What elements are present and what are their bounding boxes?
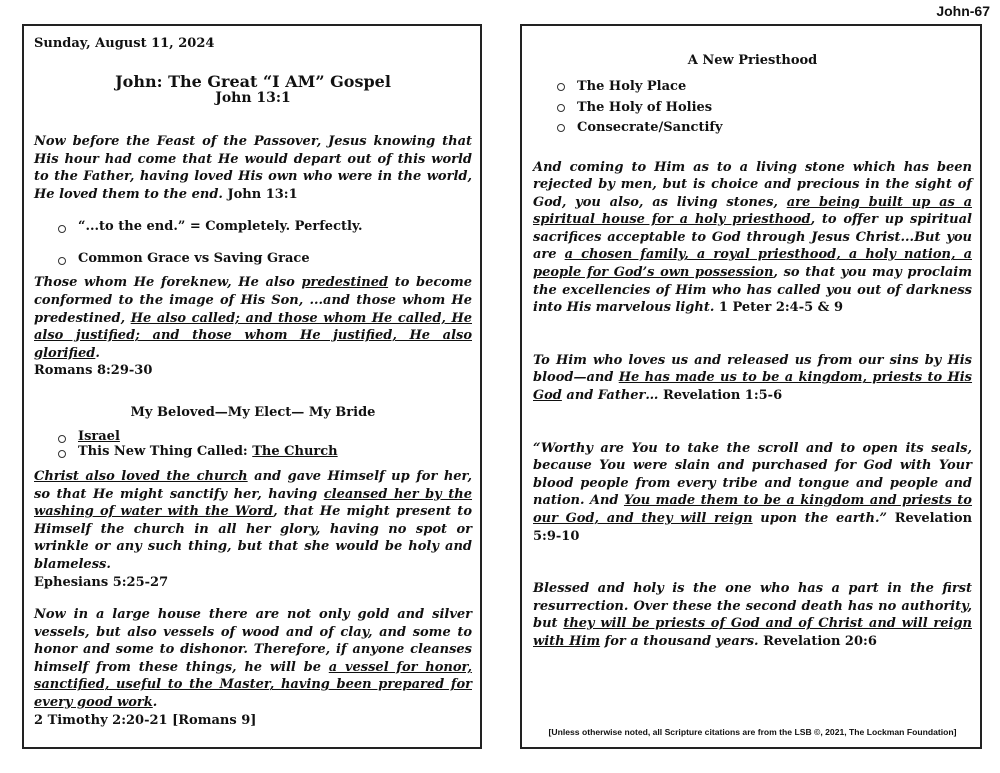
underlined-text: cleansed her by the washing of water with the Word	[34, 486, 473, 520]
underlined-text: He has made us to be a kingdom, priests to His God	[533, 370, 973, 404]
sermon-title: John: The Great “I AM” Gospel	[115, 72, 391, 91]
scripture-ephesians-5	[34, 468, 472, 591]
underlined-text: He also called; and those whom He called, He also justified; and those whom He justified, He also glorified	[34, 310, 472, 361]
underlined-text: a chosen family, a royal priesthood, a holy nation, a people for God’s own possession	[533, 247, 972, 281]
scripture-reference: Revelation 5:9-10	[533, 511, 973, 544]
scripture-text: and gave Himself up for her, so that He might sanctify her, having	[34, 468, 472, 502]
list-item: Common Grace vs Saving Grace	[34, 251, 472, 266]
scripture-text: .	[152, 695, 158, 711]
list-item-label: This New Thing Called:	[78, 443, 253, 459]
underlined-text: are being built up as a spiritual house for a holy priesthood	[533, 194, 972, 228]
scripture-text: , to offer up spiritual sacrifices acceptable to God through Jesus Christ...But you are	[533, 212, 972, 263]
page-number: John-67	[936, 3, 990, 19]
list-item: The Holy Place	[533, 77, 972, 98]
scripture-text: Those whom He foreknew, He also	[34, 275, 302, 291]
scripture-text: Now before the Feast of the Passover, Jesus knowing that His hour had come that He would depart out of this world to the Father, having loved His own who were in the world, He loved them to the end.	[34, 134, 472, 202]
underlined-text: a vessel for honor, sanctified, useful to the Master, having been prepared for every good work	[34, 659, 472, 711]
section-heading-bride: My Beloved—My Elect— My Bride	[130, 404, 376, 420]
scripture-text: , that He might present to Himself the church in all her glory, having no spot or wrinkle or any such thing, but that she would be holy and blameless.	[34, 504, 472, 572]
scripture-revelation-5	[533, 440, 972, 546]
scripture-revelation-20	[533, 580, 972, 650]
scripture-text: And coming to Him as to a living stone which has been rejected by men, but is choice and precious in the sight of God, you also, as living stones,	[533, 159, 972, 210]
scripture-reference: Revelation 20:6	[763, 633, 877, 649]
scripture-text: Blessed and holy is the one who has a part in the first resurrection. Over these the second death has no authority, but	[533, 581, 972, 632]
scripture-text: “Worthy are You to take the scroll and to open its seals, because You were slain and purchased for God with Your blood people from every tribe and tongue and people and nation. And	[533, 440, 972, 509]
underlined-text: Christ also loved the church	[34, 468, 248, 484]
list-item: “...to the end.” = Completely. Perfectly.	[34, 219, 472, 234]
underlined-text: they will be priests of God and of Christ and will reign with Him	[533, 616, 972, 649]
scripture-text: to become conformed to the image of His Son, ...and those whom He predestined,	[34, 275, 472, 326]
scripture-text: and Father…	[561, 388, 663, 404]
list-item: Israel	[34, 429, 472, 444]
scripture-reference: John 13:1	[227, 186, 298, 202]
scripture-text: for a thousand years.	[600, 633, 764, 649]
scripture-john-13-1	[34, 133, 472, 203]
left-page-panel	[22, 24, 482, 749]
scripture-romans-8	[34, 274, 472, 380]
list-item	[34, 444, 472, 459]
scripture-text: .	[95, 345, 100, 361]
list-item: Consecrate/Sanctify	[533, 118, 972, 139]
sermon-date: Sunday, August 11, 2024	[34, 36, 215, 51]
bullet-list-grace	[34, 219, 472, 266]
scripture-text: , so that you may proclaim the excellencies of Him who has called you out of darkness into His marvelous light.	[533, 265, 972, 316]
scripture-reference: Ephesians 5:25-27	[34, 574, 169, 590]
list-item: The Holy of Holies	[533, 98, 972, 119]
underlined-text: predestined	[301, 275, 389, 291]
scripture-revelation-1	[533, 352, 972, 405]
copyright-footnote: [Unless otherwise noted, all Scripture citations are from the LSB ©, 2021, The Lockman Foundation]	[548, 727, 957, 737]
scripture-1-peter-2	[533, 159, 972, 317]
right-page-panel	[520, 24, 982, 749]
section-heading-priesthood: A New Priesthood	[687, 53, 818, 68]
scripture-text: Now in a large house there are not only gold and silver vessels, but also vessels of wood and of clay, and some to honor and some to dishonor. Therefore, if anyone cleanses himself from these things, he will be	[34, 607, 472, 675]
sermon-subtitle: John 13:1	[215, 90, 291, 106]
scripture-reference: 2 Timothy 2:20-21 [Romans 9]	[34, 712, 257, 728]
scripture-reference: Romans 8:29-30	[34, 363, 153, 379]
scripture-reference: Revelation 1:5-6	[662, 388, 783, 404]
bullet-list-bride	[34, 429, 472, 459]
underlined-text: The Church	[252, 443, 338, 459]
scripture-2-timothy-2	[34, 606, 472, 729]
bullet-list-priesthood	[533, 77, 972, 139]
scripture-text: To Him who loves us and released us from our sins by His blood—and	[533, 352, 972, 386]
scripture-text: upon the earth.”	[752, 511, 895, 526]
underlined-text: You made them to be a kingdom and priests to our God, and they will reign	[533, 493, 972, 526]
scripture-reference: 1 Peter 2:4-5 & 9	[718, 300, 843, 316]
